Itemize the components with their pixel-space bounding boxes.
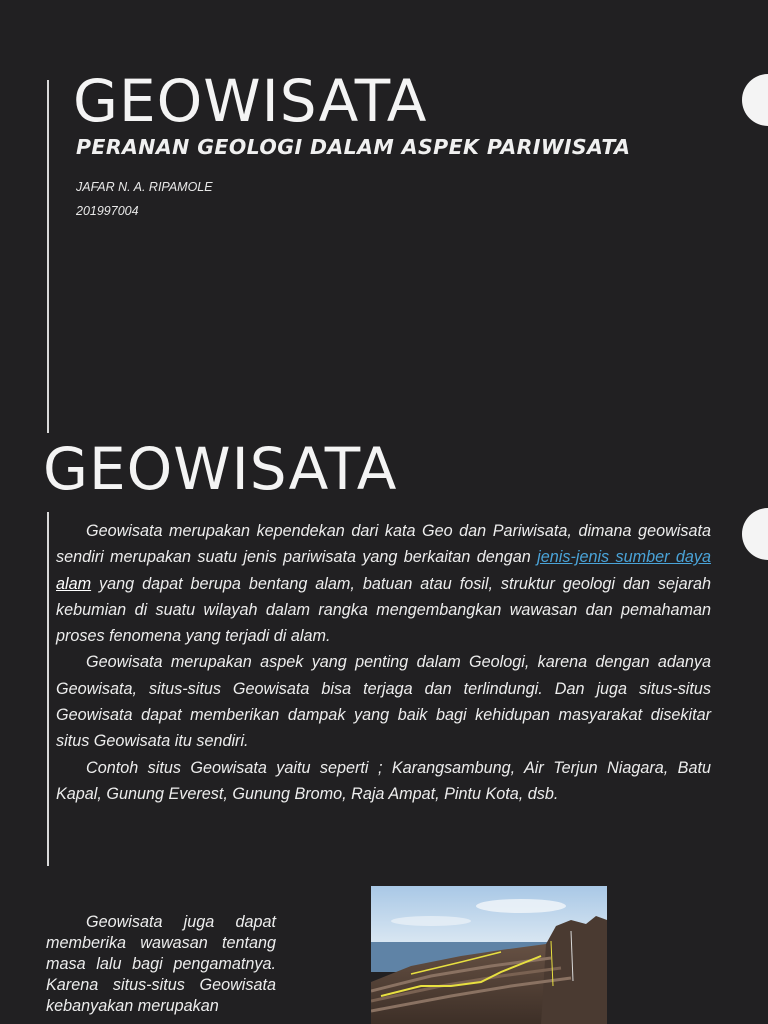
slide-1-accent-line bbox=[47, 80, 49, 433]
rock-outcrop-image bbox=[371, 886, 607, 1024]
slide-2-accent-line bbox=[47, 512, 49, 866]
paragraph-3: Contoh situs Geowisata yaitu seperti ; Karangsambung, Air Terjun Niagara, Batu Kapal, Gunung Everest, Gunung Bromo, Raja Ampat, Pintu Kota, dsb. bbox=[56, 758, 711, 803]
sumber-daya-link[interactable]: jenis-jenis sumber daya bbox=[537, 548, 711, 567]
paragraph-2: Geowisata merupakan aspek yang penting dalam Geologi, karena dengan adanya Geowisata, situs-situs Geowisata bisa terjaga dan terlindungi. Dan juga situs-situs Geowisata dapat memberikan dampak yang baik bagi kehidupan masyarakat disekitar situs Geowisata itu sendiri. bbox=[56, 653, 711, 751]
paragraph-1-text-end: yang dapat berupa bentang alam, batuan atau fosil, struktur geologi dan sejarah kebumian di suatu wilayah dalam rangka mengembangkan wawasan dan pemahaman proses fenomena yang terjadi di alam. bbox=[56, 574, 711, 646]
geology-rock-photo bbox=[371, 886, 607, 1024]
slide-2-body bbox=[56, 518, 711, 807]
paragraph-1-text: Geowisata merupakan kependekan dari kata Geo dan Pariwisata, dimana geowisata sendiri merupakan suatu jenis pariwisata yang berkaitan dengan bbox=[56, 522, 711, 567]
author-name: JAFAR N. A. RIPAMOLE bbox=[76, 180, 213, 194]
slide-1-side-tab[interactable] bbox=[742, 74, 768, 126]
slide-2-side-tab[interactable] bbox=[742, 508, 768, 560]
alam-link[interactable]: alam bbox=[56, 574, 92, 593]
slide-2-title: GEOWISATA bbox=[43, 435, 398, 503]
paragraph-1 bbox=[56, 518, 711, 649]
student-id: 201997004 bbox=[76, 204, 139, 218]
slide-3-text: Geowisata juga dapat memberika wawasan tentang masa lalu bagi pengamatnya. Karena situs-situs Geowisata kebanyakan merupakan bbox=[46, 913, 276, 1015]
slide-1-title: GEOWISATA bbox=[73, 67, 428, 135]
slide-1-subtitle: PERANAN GEOLOGI DALAM ASPEK PARIWISATA bbox=[76, 135, 631, 159]
